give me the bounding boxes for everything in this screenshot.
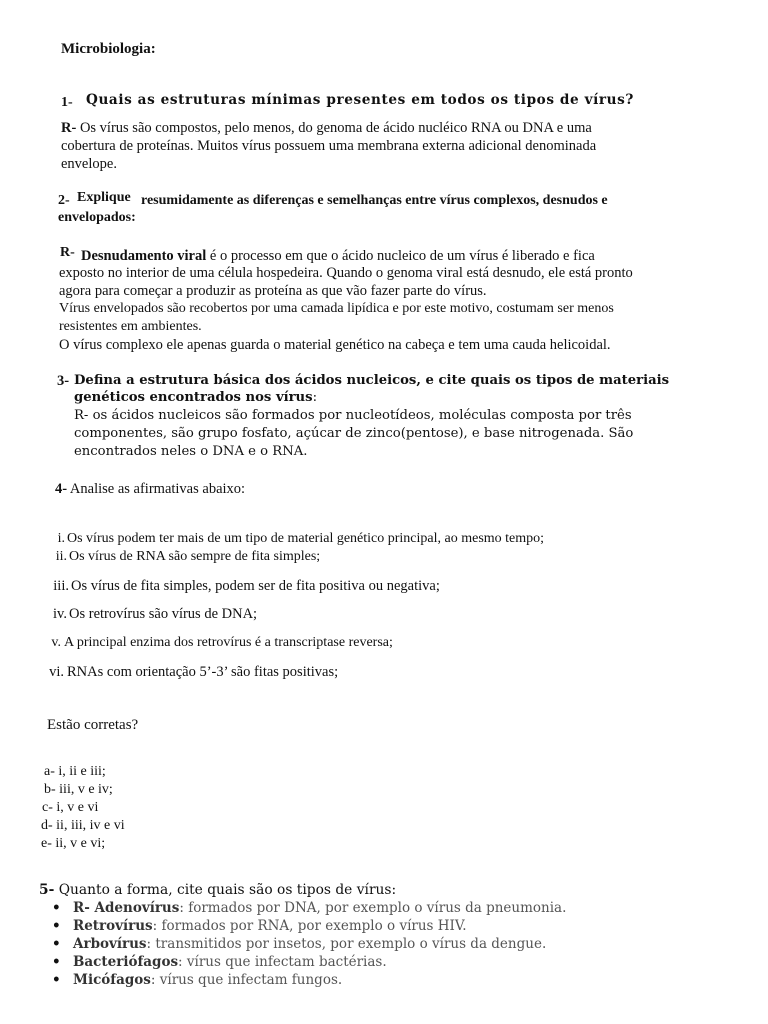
q3-answer-line3: encontrados neles o DNA e o RNA.	[74, 444, 308, 459]
q1-answer-line1: Os vírus são compostos, pelo menos, do genoma de ácido nucléico RNA ou DNA e uma	[79, 120, 592, 136]
list-item	[52, 953, 566, 971]
q2-number: 2-	[58, 193, 70, 208]
statement-text: Os retrovírus são vírus de DNA;	[69, 606, 258, 622]
bullet-term: Retrovírus	[73, 918, 153, 934]
q2-answer-line4: Vírus envelopados são recobertos por uma camada lipídica e por este motivo, costumam ser menos	[59, 301, 614, 316]
q1-answer-line3: envelope.	[61, 156, 117, 172]
bullet-desc: : vírus que infectam bactérias.	[178, 954, 387, 970]
q2-answer-line1	[81, 248, 595, 265]
page-title: Microbiologia:	[61, 41, 156, 57]
bullet-desc: : formados por DNA, por exemplo o vírus da pneumonia.	[179, 900, 567, 916]
q3-answer-line1: R- os ácidos nucleicos são formados por nucleotídeos, moléculas composta por três	[74, 408, 632, 423]
q5-bullet-list	[52, 899, 566, 989]
statement-text: A principal enzima dos retrovírus é a transcriptase reversa;	[64, 635, 393, 650]
statement-number: iii.	[53, 578, 69, 594]
q3-question-line2-text: genéticos encontrados nos vírus	[74, 390, 313, 405]
q2-answer-bold: Desnudamento viral	[81, 248, 207, 264]
list-item	[52, 899, 566, 917]
q3-question-colon: :	[312, 390, 318, 405]
q1-answer	[61, 119, 751, 173]
bullet-desc: : transmitidos por insetos, por exemplo o vírus da dengue.	[146, 936, 547, 952]
q2-answer-line1-rest: é o processo em que o ácido nucleico de um vírus é liberado e fica	[209, 248, 595, 264]
q2-answer-line5: resistentes em ambientes.	[59, 319, 202, 334]
q4-option-a: a- i, ii e iii;	[44, 764, 106, 779]
list-item	[52, 971, 566, 989]
q2-answer-prefix: R-	[60, 245, 75, 260]
q4-statement-ii	[52, 549, 320, 565]
statement-text: Os vírus podem ter mais de um tipo de material genético principal, ao mesmo tempo;	[67, 531, 545, 546]
list-item	[52, 917, 566, 935]
q5-question: Quanto a forma, cite quais são os tipos de vírus:	[58, 882, 397, 898]
q4-option-b: b- iii, v e iv;	[44, 782, 113, 797]
q4-statement-iv	[50, 606, 257, 623]
q4-option-d: d- ii, iii, iv e vi	[41, 818, 125, 833]
statement-text: RNAs com orientação 5’-3’ são fitas positivas;	[67, 664, 339, 680]
q4-option-c: c- i, v e vi	[42, 800, 99, 815]
q3-question-line2	[74, 390, 317, 405]
q2-answer-line6: O vírus complexo ele apenas guarda o material genético na cabeça e tem uma cauda helicoidal.	[59, 337, 611, 353]
q4-prompt: Estão corretas?	[47, 717, 139, 733]
q5-number: 5-	[39, 882, 55, 898]
q4-option-e: e- ii, v e vi;	[41, 836, 106, 851]
q4-heading	[55, 481, 245, 498]
statement-number: vi.	[49, 664, 64, 680]
bullet-term: Micófagos	[73, 972, 151, 988]
q2-question-line2: envelopados:	[58, 210, 136, 225]
list-item	[52, 935, 566, 953]
q4-statement-i	[54, 531, 544, 547]
q1-question: Quais as estruturas mínimas presentes em todos os tipos de vírus?	[86, 92, 634, 108]
q3-number: 3-	[57, 373, 70, 389]
bullet-term: R- Adenovírus	[73, 900, 180, 916]
statement-number: i.	[57, 531, 65, 546]
bullet-term: Bacteriófagos	[73, 954, 179, 970]
bullet-desc: : formados por RNA, por exemplo o vírus HIV.	[152, 918, 467, 934]
q2-question-word: Explique	[77, 190, 131, 205]
statement-number: iv.	[53, 606, 67, 622]
bullet-term: Arbovírus	[73, 936, 147, 952]
statement-text: Os vírus de fita simples, podem ser de fita positiva ou negativa;	[71, 578, 440, 594]
q3-question-line1: Defina a estrutura básica dos ácidos nucleicos, e cite quais os tipos de materiais	[74, 373, 670, 388]
q1-number: 1-	[61, 95, 73, 110]
q2-answer-line2: exposto no interior de uma célula hospedeira. Quando o genoma viral está desnudo, ele está pronto	[59, 265, 633, 281]
q2-question-rest: resumidamente as diferenças e semelhanças entre vírus complexos, desnudos e	[141, 193, 608, 208]
q4-question: Analise as afirmativas abaixo:	[69, 481, 246, 497]
q4-number: 4-	[55, 481, 68, 497]
q2-answer-line3: agora para começar a produzir as proteína as que vão fazer parte do vírus.	[59, 283, 487, 299]
q4-statement-iii	[51, 578, 440, 595]
statement-text: Os vírus de RNA são sempre de fita simples;	[69, 549, 321, 564]
statement-number: ii.	[55, 549, 67, 564]
q1-answer-prefix: R-	[61, 120, 77, 136]
q4-statement-v	[49, 635, 393, 651]
bullet-desc: : vírus que infectam fungos.	[150, 972, 343, 988]
q3-answer-line2: componentes, são grupo fosfato, açúcar de zinco(pentose), e base nitrogenada. São	[74, 426, 634, 441]
statement-number: v.	[51, 635, 61, 650]
q1-answer-line2: cobertura de proteínas. Muitos vírus possuem uma membrana externa adicional denominada	[61, 138, 597, 154]
q4-statement-vi	[48, 664, 338, 681]
q5-heading	[39, 882, 396, 898]
